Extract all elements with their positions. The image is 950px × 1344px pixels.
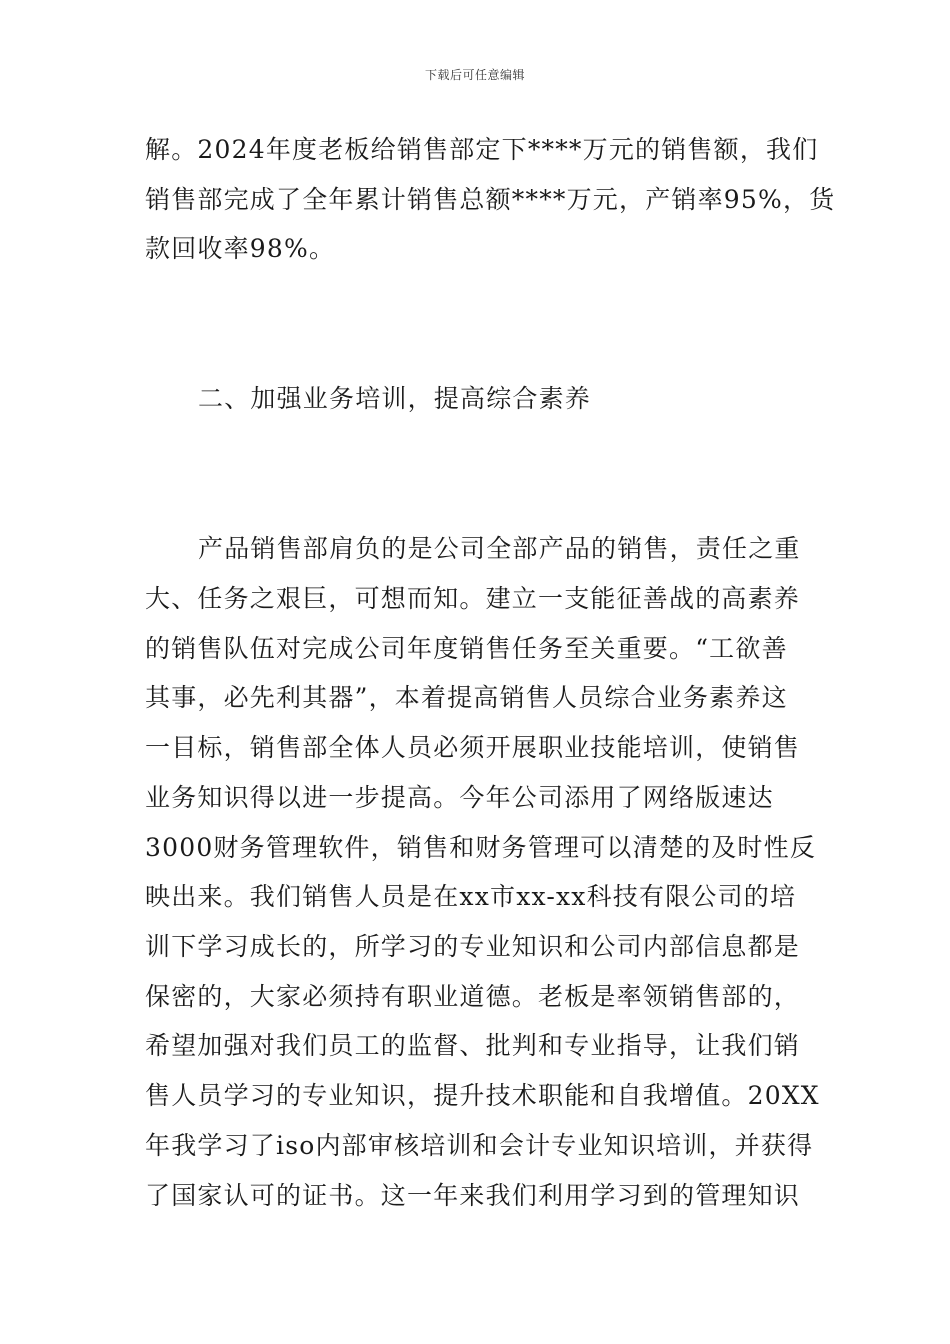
- paragraph-line: 解。2024年度老板给销售部定下****万元的销售额，我们: [145, 135, 819, 164]
- paragraph-line: 款回收率98%。: [145, 234, 336, 263]
- paragraph-line: 其事，必先利其器”，本着提高销售人员综合业务素养这: [145, 683, 788, 712]
- paragraph-line: 训下学习成长的，所学习的专业知识和公司内部信息都是: [145, 932, 801, 961]
- section-heading: 二、加强业务培训，提高综合素养: [198, 384, 592, 413]
- paragraph-line: 业务知识得以进一步提高。今年公司添用了网络版速达: [145, 783, 774, 812]
- paragraph-line: 3000财务管理软件，销售和财务管理可以清楚的及时性反: [145, 833, 817, 862]
- paragraph-line: 的销售队伍对完成公司年度销售任务至关重要。“工欲善: [145, 634, 788, 663]
- paragraph-line: 希望加强对我们员工的监督、批判和专业指导，让我们销: [145, 1031, 801, 1060]
- paragraph-line: 年我学习了iso内部审核培训和会计专业知识培训，并获得: [145, 1131, 814, 1160]
- paragraph-line: 大、任务之艰巨，可想而知。建立一支能征善战的高素养: [145, 584, 801, 613]
- header-note: 下载后可任意编辑: [424, 68, 525, 82]
- paragraph-line: 售人员学习的专业知识，提升技术职能和自我增值。20XX: [145, 1081, 820, 1110]
- paragraph-line: 产品销售部肩负的是公司全部产品的销售，责任之重: [198, 534, 801, 563]
- paragraph-line: 销售部完成了全年累计销售总额****万元，产销率95%，货: [145, 185, 836, 214]
- paragraph-line: 保密的，大家必须持有职业道德。老板是率领销售部的，: [145, 982, 801, 1011]
- paragraph-line: 映出来。我们销售人员是在xx市xx-xx科技有限公司的培: [145, 882, 797, 911]
- paragraph-line: 一目标，销售部全体人员必须开展职业技能培训，使销售: [145, 733, 801, 762]
- paragraph-line: 了国家认可的证书。这一年来我们利用学习到的管理知识: [145, 1181, 801, 1210]
